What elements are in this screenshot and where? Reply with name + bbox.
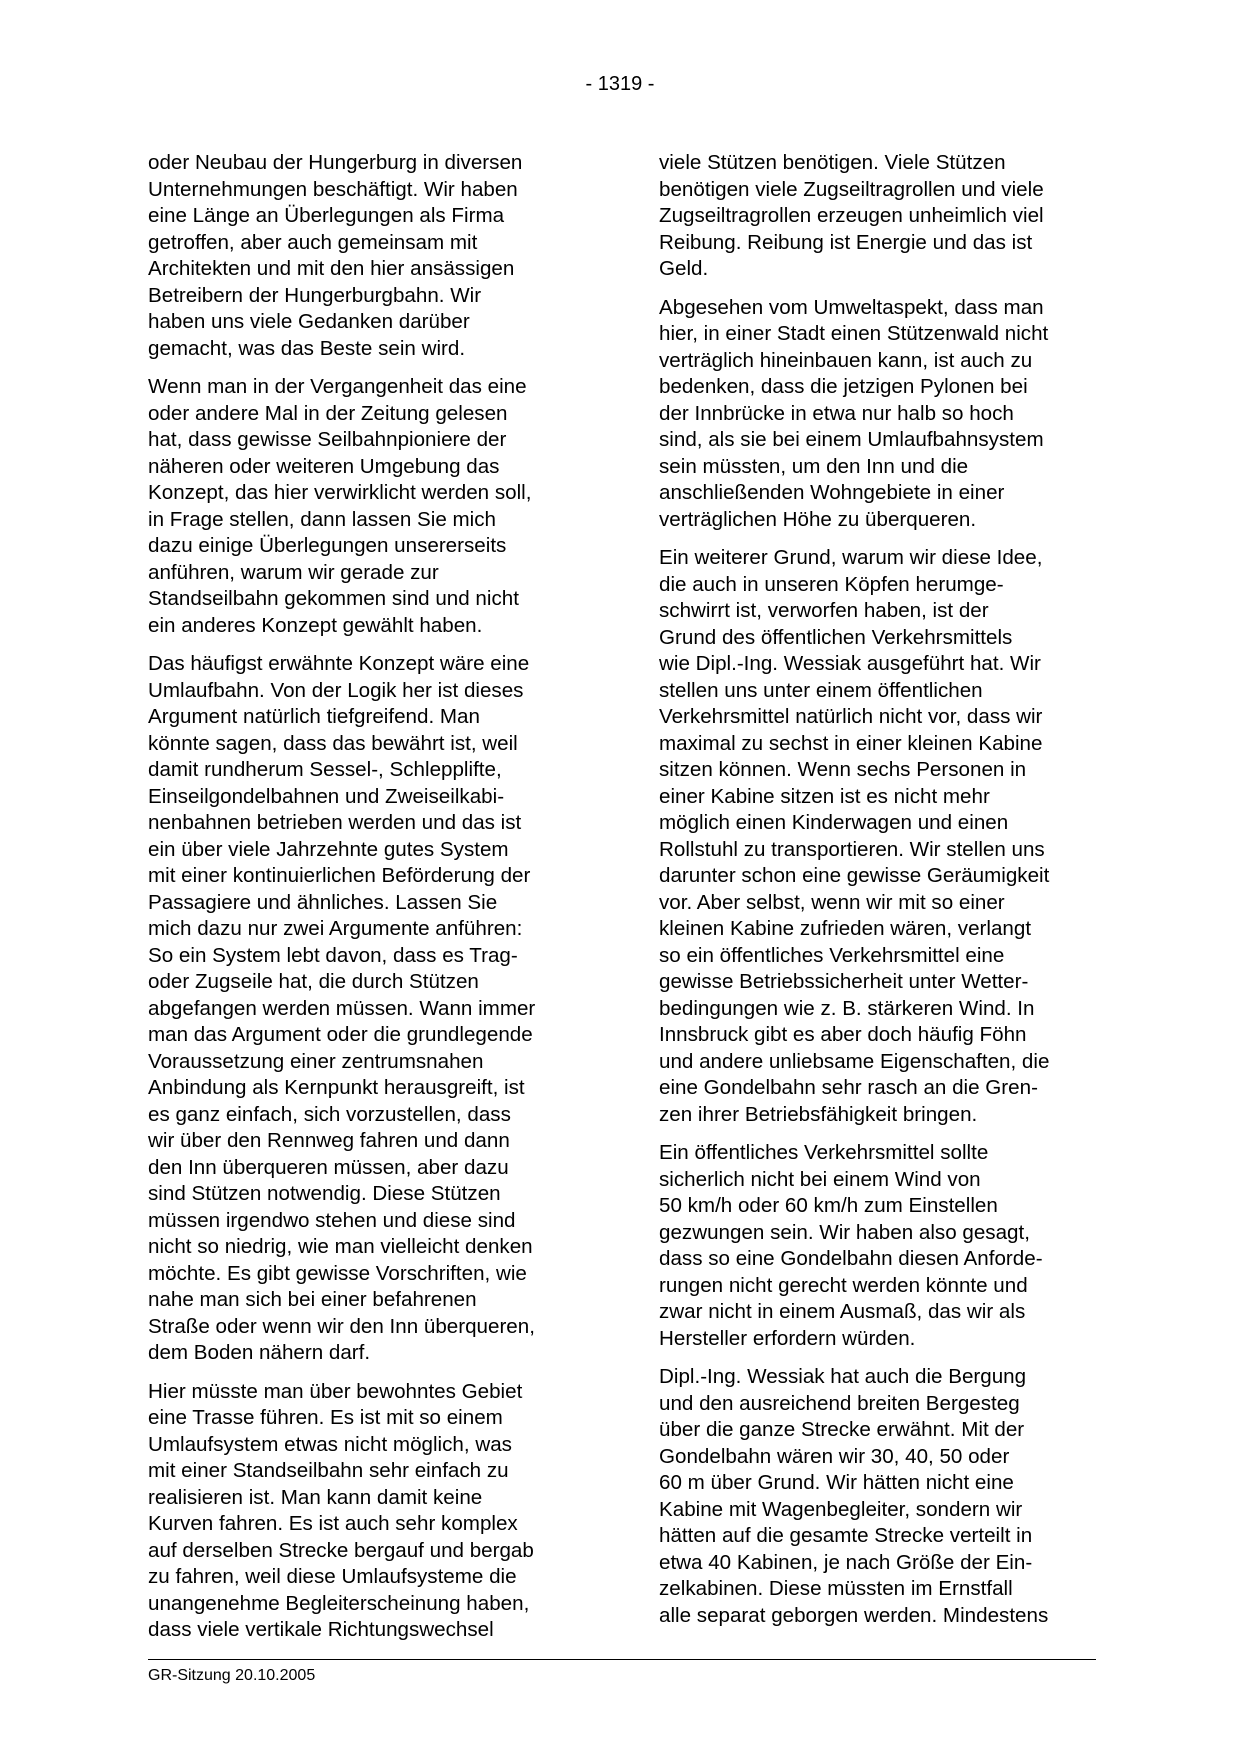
paragraph: Dipl.-Ing. Wessiak hat auch die Bergung und den ausreichend breiten Bergesteg über die ganze Strecke erwähnt. Mit der Gondelbahn wären wir 30, 40, 50 oder 60 m über Grund. Wir hätten nicht eine Kabine mit Wagenbegleiter, sondern wir hätten auf die gesamte Strecke verteilt in etwa 40 Kabinen, je nach Größe der Ein- zelkabinen. Diese müssten im Ernstfall alle separat geborgen werden. Mindestens xyxy=(659,1365,1049,1627)
footer-divider xyxy=(148,1659,1096,1660)
paragraph: oder Neubau der Hungerburg in diversen Unternehmungen beschäftigt. Wir haben eine Länge an Überlegungen als Firma getroffen, aber auch gemeinsam mit Architekten und mit den hier ansässigen Betreibern der Hungerburgbahn. Wir haben uns viele Gedanken darüber gemacht, was das Beste sein wird. xyxy=(148,151,523,360)
right-text-column xyxy=(659,150,1099,1641)
paragraph: Hier müsste man über bewohntes Gebiet eine Trasse führen. Es ist mit so einem Umlaufsystem etwas nicht möglich, was mit einer Standseilbahn sehr einfach zu realisieren ist. Man kann damit keine Kurven fahren. Es ist auch sehr komplex auf derselben Strecke bergauf und bergab zu fahren, weil diese Umlaufsysteme die unangenehme Begleiterscheinung haben, dass viele vertikale Richtungswechsel xyxy=(148,1379,534,1641)
paragraph: Ein öffentliches Verkehrsmittel sollte sicherlich nicht bei einem Wind von 50 km/h oder 60 km/h zum Einstellen gezwungen sein. Wir haben also gesagt, dass so eine Gondelbahn diesen Anforde- rungen nicht gerecht werden könnte und zwar nicht in einem Ausmaß, das wir als Hersteller erfordern würden. xyxy=(659,1141,1043,1350)
left-text-column xyxy=(148,150,588,1656)
paragraph: viele Stützen benötigen. Viele Stützen benötigen viele Zugseiltragrollen und viele Zugseiltragrollen erzeugen unheimlich viel Reibung. Reibung ist Energie und das ist Geld. xyxy=(659,151,1044,280)
page-number: - 1319 - xyxy=(585,73,655,95)
paragraph: Ein weiterer Grund, warum wir diese Idee, die auch in unseren Köpfen herumge- schwirrt ist, verworfen haben, ist der Grund des öffentlichen Verkehrsmittels wie Dipl.-Ing. Wessiak ausgeführt hat. Wir stellen uns unter einem öffentlichen Verkehrsmittel natürlich nicht vor, dass wir maximal zu sechst in einer kleinen Kabine sitzen können. Wenn sechs Personen in einer Kabine sitzen ist es nicht mehr möglich einen Kinderwagen und einen Rollstuhl zu transportieren. Wir stellen uns darunter schon eine gewisse Geräumigkeit vor. Aber selbst, wenn wir mit so einer kleinen Kabine zufrieden wären, verlangt so ein öffentliches Verkehrsmittel eine gewisse Betriebssicherheit unter Wetter- bedingungen wie z. B. stärkeren Wind. In Innsbruck gibt es aber doch häufig Föhn und andere unliebsame Eigenschaften, die eine Gondelbahn sehr rasch an die Gren- zen ihrer Betriebsfähigkeit bringen. xyxy=(659,546,1050,1126)
paragraph: Das häufigst erwähnte Konzept wäre eine Umlaufbahn. Von der Logik her ist dieses Argument natürlich tiefgreifend. Man könnte sagen, dass das bewährt ist, weil damit rundherum Sessel-, Schlepplifte, Einseilgondelbahnen und Zweiseilkabi- nenbahnen betrieben werden und das ist ein über viele Jahrzehnte gutes System mit einer kontinuierlichen Beförderung der Passagiere und ähnliches. Lassen Sie mich dazu nur zwei Argumente anführen: So ein System lebt davon, dass es Trag- oder Zugseile hat, die durch Stützen abgefangen werden müssen. Wann immer man das Argument oder die grundlegende Voraussetzung einer zentrumsnahen Anbindung als Kernpunkt herausgreift, ist es ganz einfach, sich vorzustellen, dass wir über den Rennweg fahren und dann den Inn überqueren müssen, aber dazu sind Stützen notwendig. Diese Stützen müssen irgendwo stehen und diese sind nicht so niedrig, wie man vielleicht denken möchte. Es gibt gewisse Vorschriften, wie nahe man sich bei einer befahrenen Straße oder wenn wir den Inn überqueren, dem Boden nähern darf. xyxy=(148,652,536,1364)
paragraph: Abgesehen vom Umweltaspekt, dass man hier, in einer Stadt einen Stützenwald nicht verträglich hineinbauen kann, ist auch zu bedenken, dass die jetzigen Pylonen bei der Innbrücke in etwa nur halb so hoch sind, als sie bei einem Umlaufbahnsystem sein müssten, um den Inn und die anschließenden Wohngebiete in einer verträglichen Höhe zu überqueren. xyxy=(659,295,1049,531)
footer-session-date: GR-Sitzung 20.10.2005 xyxy=(148,1667,316,1684)
paragraph: Wenn man in der Vergangenheit das eine oder andere Mal in der Zeitung gelesen hat, dass gewisse Seilbahnpioniere der näheren oder weiteren Umgebung das Konzept, das hier verwirklicht werden soll, in Frage stellen, dann lassen Sie mich dazu einige Überlegungen unsererseits anführen, warum wir gerade zur Standseilbahn gekommen sind und nicht ein anderes Konzept gewählt haben. xyxy=(148,375,532,637)
